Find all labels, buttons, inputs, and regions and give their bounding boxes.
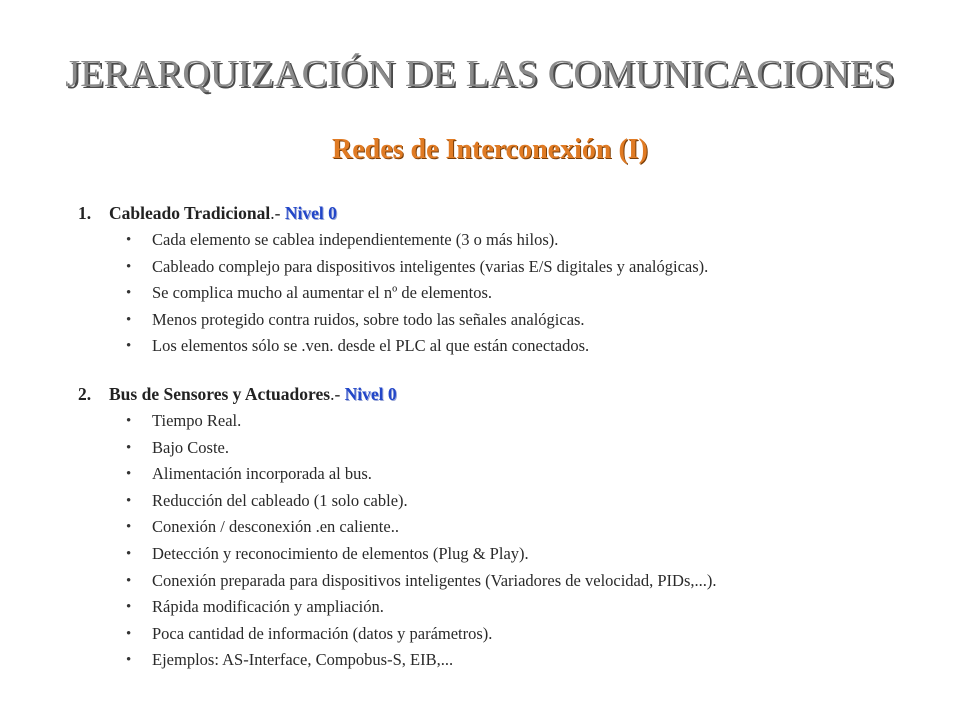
level-label: Nivel 0 (344, 383, 397, 404)
slide-title: JERARQUIZACIÓN DE LAS COMUNICACIONES (65, 53, 895, 95)
bullet-text: Alimentación incorporada al bus. (152, 464, 372, 484)
bullet-icon: • (126, 412, 132, 429)
section-number: 2. (78, 383, 92, 404)
list-item (126, 227, 938, 254)
bullet-icon: • (126, 285, 132, 302)
bullet-icon: • (126, 519, 132, 536)
slide-subtitle: Redes de Interconexión (I) (331, 134, 648, 165)
bullet-list-bus (78, 408, 938, 674)
section-title: Bus de Sensores y Actuadores (109, 383, 331, 404)
bullet-icon: • (126, 572, 132, 589)
bullet-text: Cableado complejo para dispositivos inteligentes (varias E/S digitales y analógicas). (152, 256, 709, 276)
list-item (126, 514, 938, 541)
list-item (126, 541, 938, 568)
list-item (126, 621, 938, 648)
bullet-text: Poca cantidad de información (datos y parámetros). (152, 623, 493, 643)
list-item (126, 435, 938, 462)
bullet-text: Rápida modificación y ampliación. (152, 597, 384, 617)
level-label: Nivel 0 (284, 203, 337, 223)
bullet-text: Ejemplos: AS-Interface, Compobus-S, EIB,... (152, 650, 454, 670)
section-separator: .- (270, 203, 285, 223)
bullet-text: Menos protegido contra ruidos, sobre todo las señales analógicas. (152, 309, 585, 329)
bullet-icon: • (126, 625, 132, 642)
bullet-icon: • (126, 492, 132, 509)
bullet-text: Reducción del cableado (1 solo cable). (152, 490, 408, 510)
bullet-icon: • (126, 338, 132, 355)
bullet-text: Detección y reconocimiento de elementos (Plug & Play). (152, 543, 529, 563)
bullet-text: Conexión preparada para dispositivos inteligentes (Variadores de velocidad, PIDs,...). (152, 570, 717, 590)
bullet-icon: • (126, 311, 132, 328)
section-heading-bus (78, 380, 938, 408)
section-heading-cableado (78, 199, 938, 227)
bullet-list-cableado (78, 227, 938, 360)
list-item (126, 280, 938, 307)
section-gap (78, 360, 938, 380)
bullet-icon: • (126, 232, 132, 248)
section-number: 1. (78, 203, 92, 223)
list-item (126, 408, 938, 435)
slide-content (78, 199, 938, 674)
bullet-icon: • (126, 439, 132, 456)
list-item (126, 647, 938, 674)
bullet-icon: • (126, 545, 132, 562)
list-item (126, 333, 938, 360)
bullet-text: Cada elemento se cablea independientemente (3 o más hilos). (152, 230, 559, 249)
bullet-text: Se complica mucho al aumentar el nº de elementos. (152, 283, 493, 303)
list-item (126, 568, 938, 595)
list-item (126, 307, 938, 334)
list-item (126, 488, 938, 515)
bullet-text: Conexión / desconexión .en caliente.. (152, 517, 399, 537)
bullet-icon: • (126, 466, 132, 483)
bullet-icon: • (126, 258, 132, 275)
list-item (126, 254, 938, 281)
bullet-icon: • (126, 599, 132, 616)
bullet-text: Bajo Coste. (152, 437, 229, 457)
bullet-icon: • (126, 652, 132, 669)
bullet-text: Los elementos sólo se .ven. desde el PLC al que están conectados. (152, 336, 590, 356)
section-title: Cableado Tradicional (109, 203, 271, 223)
bullet-text: Tiempo Real. (152, 410, 242, 430)
list-item (126, 461, 938, 488)
section-separator: .- (330, 383, 345, 404)
list-item (126, 594, 938, 621)
